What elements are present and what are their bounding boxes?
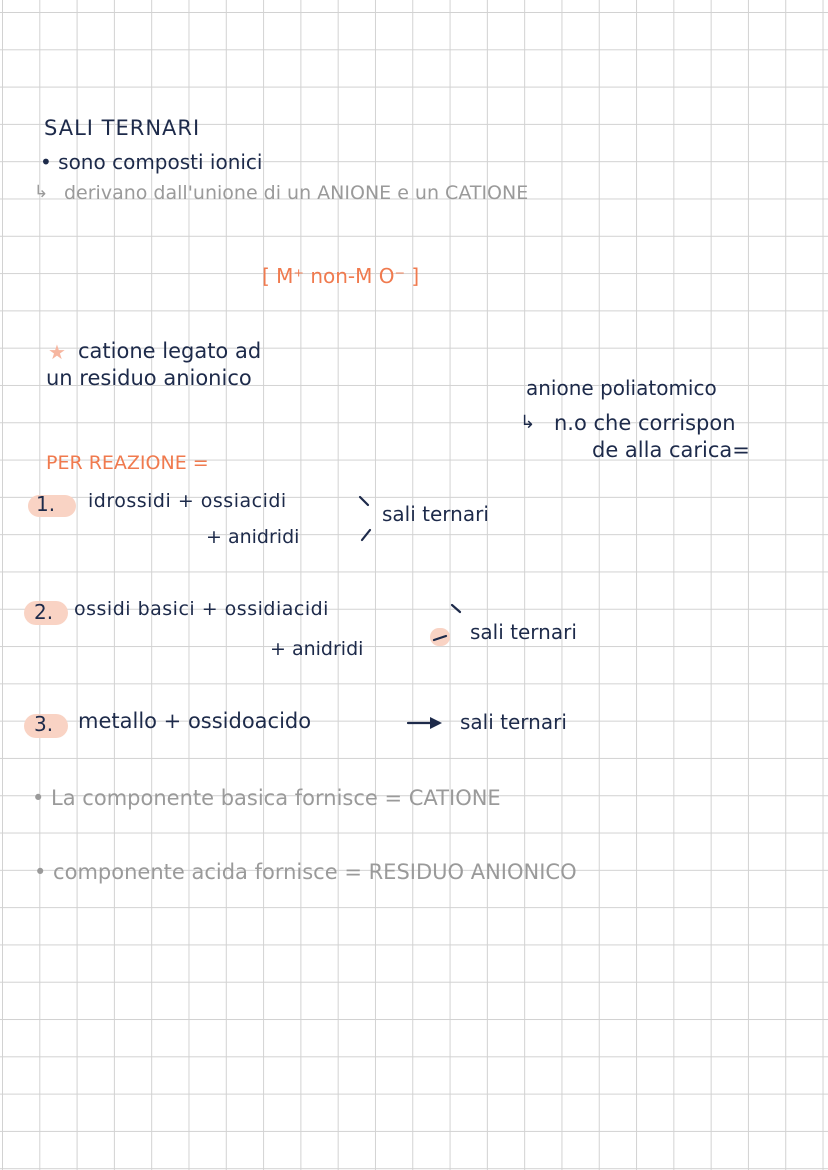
intro-derivation: derivano dall'unione di un ANIONE e un CATIONE (64, 182, 529, 204)
star-note-line1: catione legato ad (78, 339, 262, 363)
reaction-2-number: 2. (34, 600, 54, 624)
arrow-head-icon (430, 717, 442, 729)
side-note-line3: de alla carica= (592, 438, 750, 462)
reaction-3-number: 3. (34, 712, 54, 736)
reaction-1-result: sali ternari (382, 502, 489, 526)
note-acid: • componente acida fornisce = RESIDUO ANIONICO (34, 860, 577, 884)
reaction-2-result: sali ternari (470, 620, 577, 644)
star-icon: ★ (48, 340, 66, 364)
formula: [ M⁺ non-M O⁻ ] (262, 264, 420, 288)
side-note-line1: anione poliatomico (526, 376, 717, 400)
star-note-line2: un residuo anionico (46, 366, 252, 390)
page-title: SALI TERNARI (44, 116, 201, 140)
arrow-right-icon: ↳ (34, 182, 49, 202)
reactions-header: PER REAZIONE = (46, 452, 209, 474)
connector-stroke (362, 530, 370, 540)
connector-stroke (434, 636, 446, 640)
reaction-3-line1: metallo + ossidoacido (78, 709, 312, 733)
intro-bullet: • sono composti ionici (40, 150, 263, 174)
reaction-1-number: 1. (36, 492, 56, 516)
reaction-1-line1: idrossidi + ossiacidi (88, 490, 287, 512)
arrow-right-icon: ↳ (520, 412, 536, 433)
side-note-line2: n.o che corrispon (554, 411, 736, 435)
reaction-2-line2: + anidridi (270, 638, 364, 660)
note-basic: • La componente basica fornisce = CATIONE (32, 786, 501, 810)
connector-stroke (360, 497, 368, 505)
reaction-2-line1: ossidi basici + ossidiacidi (74, 598, 329, 620)
connector-stroke (452, 605, 460, 612)
reaction-3-result: sali ternari (460, 710, 567, 734)
reaction-1-line2: + anidridi (206, 526, 300, 548)
